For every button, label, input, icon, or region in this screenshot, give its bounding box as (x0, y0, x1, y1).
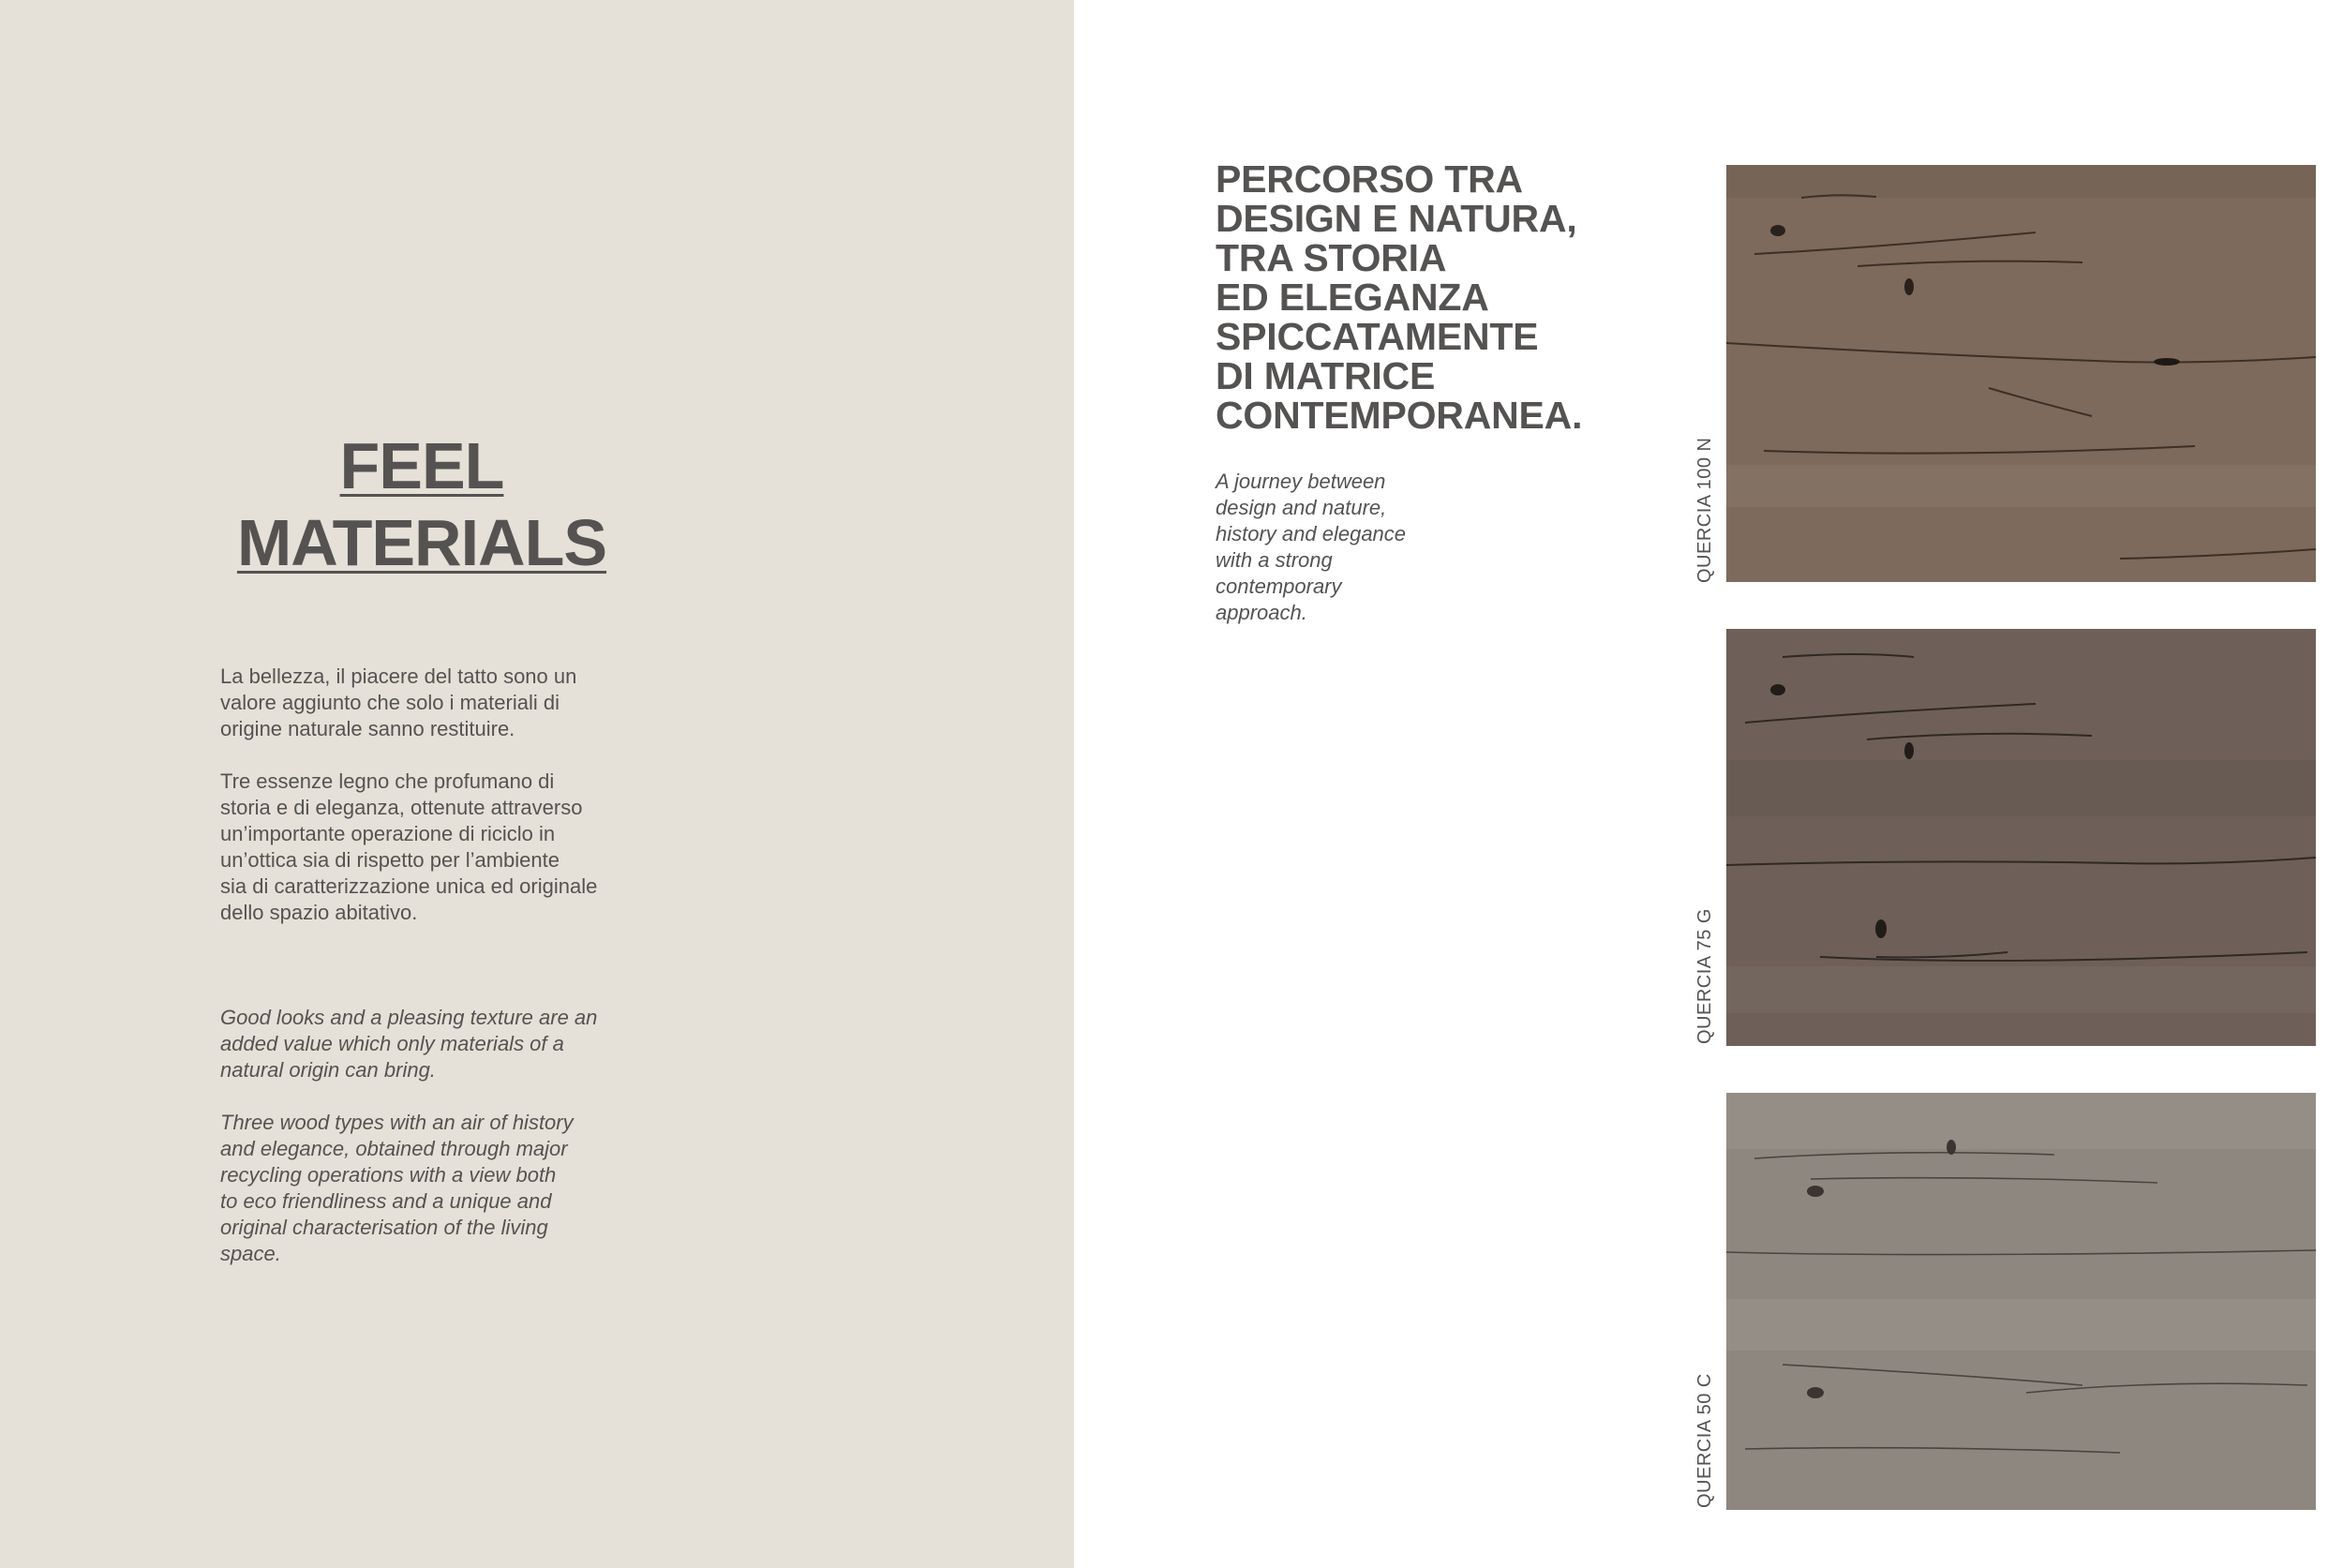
label-quercia-50c: QUERCIA 50 C (1694, 1373, 1715, 1508)
italian-paragraph-1: La bellezza, il piacere del tatto sono un valore aggiunto che solo i materiali di origine naturale sanno restituire. (220, 665, 577, 740)
left-panel (0, 0, 1074, 1568)
headline: PERCORSO TRA DESIGN E NATURA, TRA STORIA ED ELEGANZA SPICCATAMENTE DI MATRICE CONTEMPORANEA. (1216, 157, 1583, 437)
swatch-quercia-100n (1726, 165, 2316, 582)
swatch-quercia-50c (1726, 1093, 2316, 1510)
label-quercia-75g: QUERCIA 75 G (1694, 908, 1715, 1044)
italian-paragraph-2: Tre essenze legno che profumano di storia e di eleganza, ottenute attraverso un’importante operazione di riciclo in un’ottica sia di rispetto per l’ambiente sia di caratterizzazione unica ed originale dello spazio abitativo. (220, 769, 598, 924)
wood-texture-quercia-100n (1726, 165, 2316, 582)
wood-texture-quercia-75g (1726, 629, 2316, 1046)
swatch-quercia-75g (1726, 629, 2316, 1046)
title-feel: FEEL (339, 429, 504, 502)
label-quercia-100n: QUERCIA 100 N (1694, 437, 1715, 583)
title-materials: MATERIALS (236, 506, 607, 579)
subhead: A journey between design and nature, history and elegance with a strong contemporary approach. (1216, 470, 1407, 624)
wood-texture-quercia-50c (1726, 1093, 2316, 1510)
english-paragraph-2: Three wood types with an air of history and elegance, obtained through major recycling operations with a view both to eco friendliness and a unique and original characterisation of the living space. (220, 1111, 574, 1265)
english-paragraph-1: Good looks and a pleasing texture are an added value which only materials of a natural origin can bring. (220, 1006, 598, 1082)
